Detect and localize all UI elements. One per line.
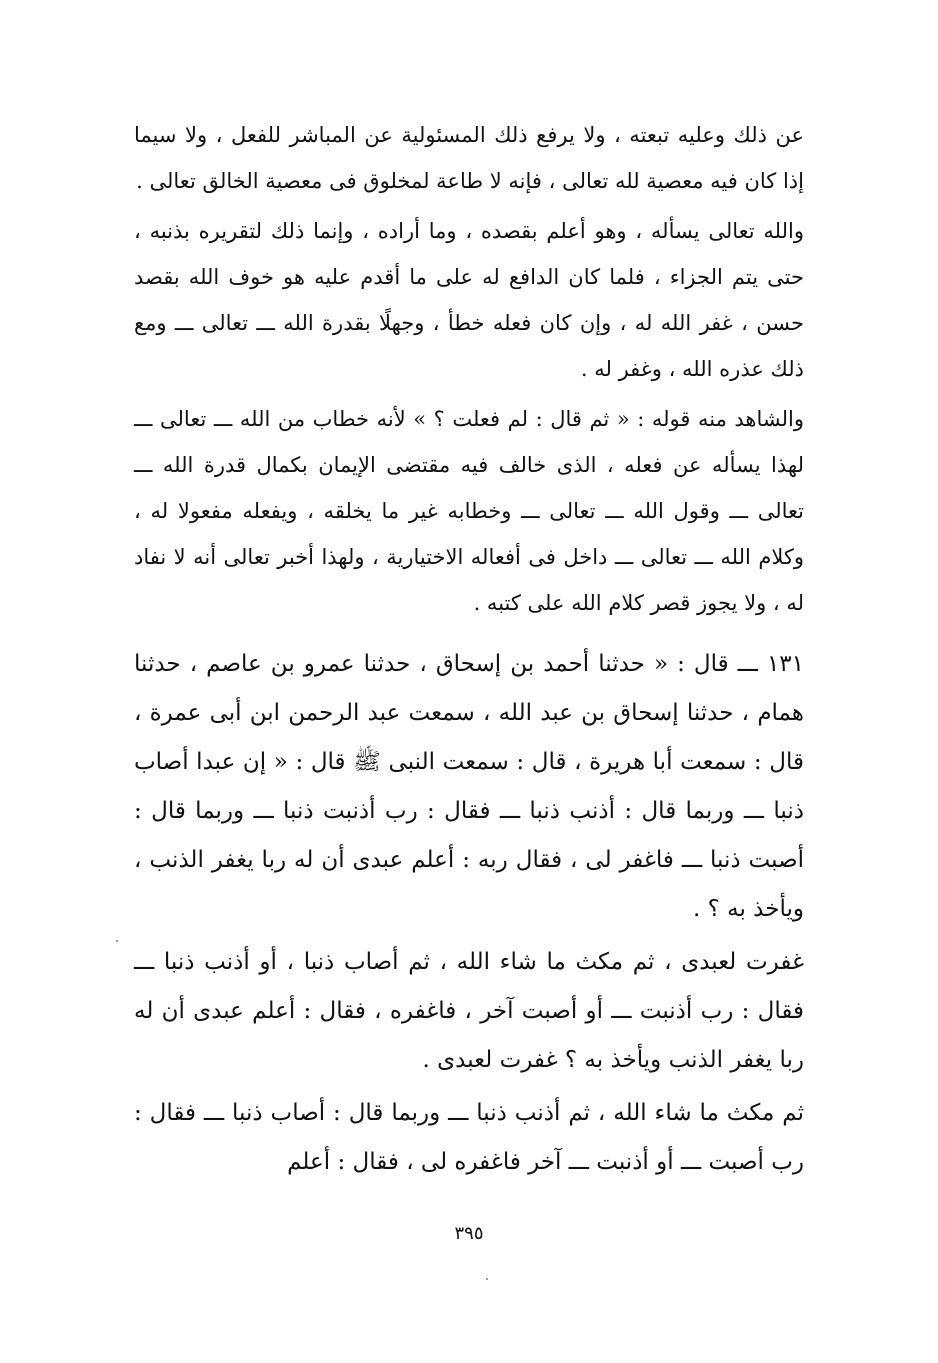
paragraph-1: عن ذلك وعليه تبعته ، ولا يرفع ذلك المسئولية عن المباشر للفعل ، ولا سيما إذا كان فيه معصية لله تعالى ، فإنه لا طاعة لمخلوق فى معصية الخالق تعالى .	[134, 123, 804, 193]
scan-speck	[486, 1278, 488, 1280]
paragraph-5: غفرت لعبدى ، ثم مكث ما شاء الله ، ثم أصاب ذنبا ، أو أذنب ذنبا ـــ فقال : رب أذنبت ـــ أو أصبت آخر ، فاغفره ، فقال : أعلم عبدى أن له ربا يغفر الذنب ويأخذ به ؟ غفرت لعبدى .	[134, 949, 804, 1073]
paragraph-6: ثم مكث ما شاء الله ، ثم أذنب ذنبا ـــ وربما قال : أصاب ذنبا ـــ فقال : رب أصبت ـــ أو أذنبت ـــ آخر فاغفره لى ، فقال : أعلم	[134, 1100, 804, 1175]
hadith-paragraph: ١٣١ ـــ قال : « حدثنا أحمد بن إسحاق ، حدثنا عمرو بن عاصم ، حدثنا همام ، حدثنا إسحاق بن عبد الله ، سمعت عبد الرحمن ابن أبى عمرة ، قال : سمعت أبا هريرة ، قال : سمعت النبى ﷺ قال : « إن عبدا أصاب ذنبا ـــ وربما قال : أذنب ذنبا ـــ فقال : رب أذنبت ذنبا ـــ وربما قال : أصبت ذنبا ـــ فاغفر لى ، فقال ربه : أعلم عبدى أن له ربا يغفر الذنب ، ويأخذ به ؟ .	[134, 651, 804, 922]
page-number: ٣٩٥	[454, 1223, 484, 1244]
paragraph-2: والله تعالى يسأله ، وهو أعلم بقصده ، وما أراده ، وإنما ذلك لتقريره بذنبه ، حتى يتم الجزاء ، فلما كان الدافع له على ما أقدم عليه هو خوف الله بقصد حسن ، غفر الله له ، وإن كان فعله خطأ ، وجهلًا بقدرة الله ـــ تعالى ـــ ومع ذلك عذره الله ، وغفر له .	[134, 219, 804, 381]
body-text	[134, 112, 804, 1187]
paragraph-3: والشاهد منه قوله : « ثم قال : لم فعلت ؟ » لأنه خطاب من الله ـــ تعالى ـــ لهذا يسأله عن فعله ، الذى خالف فيه مقتضى الإيمان بكمال قدرة الله ـــ تعالى ـــ وقول الله ـــ تعالى ـــ وخطابه غير ما يخلقه ، ويفعله مفعولا له ، وكلام الله ـــ تعالى ـــ داخل فى أفعاله الاختيارية ، ولهذا أخبر تعالى أنه لا نفاد له ، ولا يجوز قصر كلام الله على كتبه .	[134, 407, 804, 615]
scan-speck	[116, 940, 118, 942]
